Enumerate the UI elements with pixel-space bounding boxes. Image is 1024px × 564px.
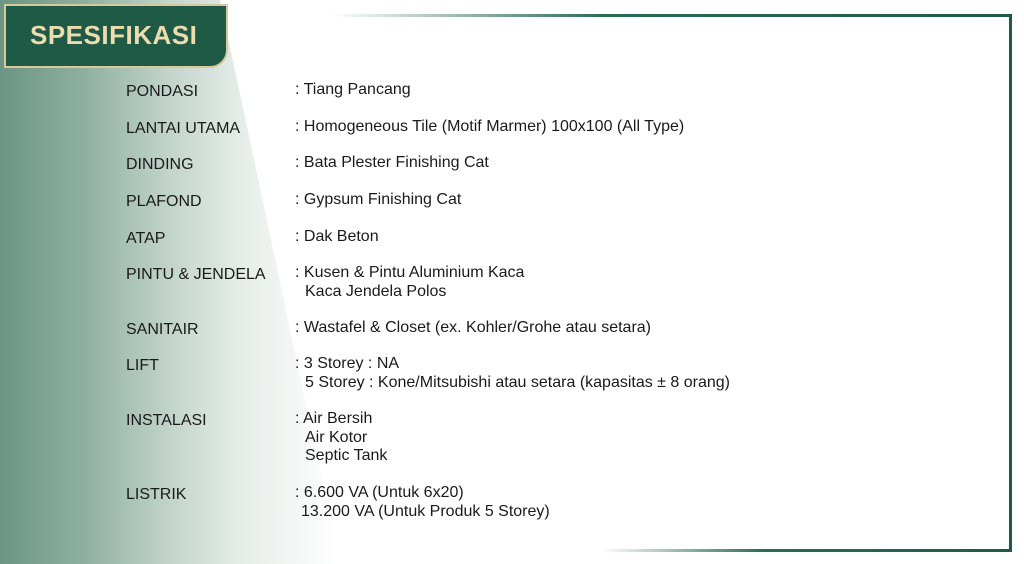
spec-label: PLAFOND xyxy=(126,193,202,210)
spec-label: INSTALASI xyxy=(126,412,207,429)
spec-value-line: 5 Storey : Kone/Mitsubishi atau setara (kapasitas ± 8 orang) xyxy=(305,373,730,391)
spec-value-line: : Dak Beton xyxy=(295,228,379,245)
spec-label: PONDASI xyxy=(126,83,199,100)
spec-label: LISTRIK xyxy=(126,486,187,503)
page-title: SPESIFIKASI xyxy=(30,20,198,50)
spec-label: ATAP xyxy=(126,230,166,247)
spec-value-line: : Air Bersih xyxy=(295,410,373,427)
spec-value xyxy=(295,118,684,137)
frame-top-line xyxy=(330,14,1012,17)
spec-value xyxy=(295,228,379,247)
spec-value xyxy=(295,355,730,392)
spec-label: LANTAI UTAMA xyxy=(126,120,241,137)
spec-label: LIFT xyxy=(126,357,159,374)
spec-value-line: Air Kotor xyxy=(305,428,368,446)
spec-value-line: Kaca Jendela Polos xyxy=(305,282,447,300)
spec-value xyxy=(295,81,411,100)
title-banner xyxy=(4,4,228,68)
spec-value-line: : Gypsum Finishing Cat xyxy=(295,191,462,208)
spec-value xyxy=(295,484,550,521)
spec-value-line: Septic Tank xyxy=(305,447,388,464)
spec-value xyxy=(295,191,461,210)
spec-value-line: 13.200 VA (Untuk Produk 5 Storey) xyxy=(301,502,550,520)
spec-value-line: : Wastafel & Closet (ex. Kohler/Grohe atau setara) xyxy=(295,319,652,336)
spec-value xyxy=(295,154,489,173)
spec-value-line: : 3 Storey : NA xyxy=(295,355,400,372)
frame-bottom-line xyxy=(600,549,1012,552)
spec-value-line: : Homogeneous Tile (Motif Marmer) 100x100 (All Type) xyxy=(295,118,685,135)
spec-value-line: : 6.600 VA (Untuk 6x20) xyxy=(295,484,464,501)
frame-right-line xyxy=(1009,14,1012,552)
spec-value xyxy=(295,410,387,466)
spec-value-line: : Kusen & Pintu Aluminium Kaca xyxy=(295,264,525,281)
spec-label: DINDING xyxy=(126,156,194,173)
spec-label: PINTU & JENDELA xyxy=(126,266,266,283)
spec-value xyxy=(295,264,524,301)
spec-value xyxy=(295,319,651,338)
spec-value-line: : Tiang Pancang xyxy=(295,81,411,98)
spec-label: SANITAIR xyxy=(126,321,199,338)
spec-value-line: : Bata Plester Finishing Cat xyxy=(295,154,489,171)
